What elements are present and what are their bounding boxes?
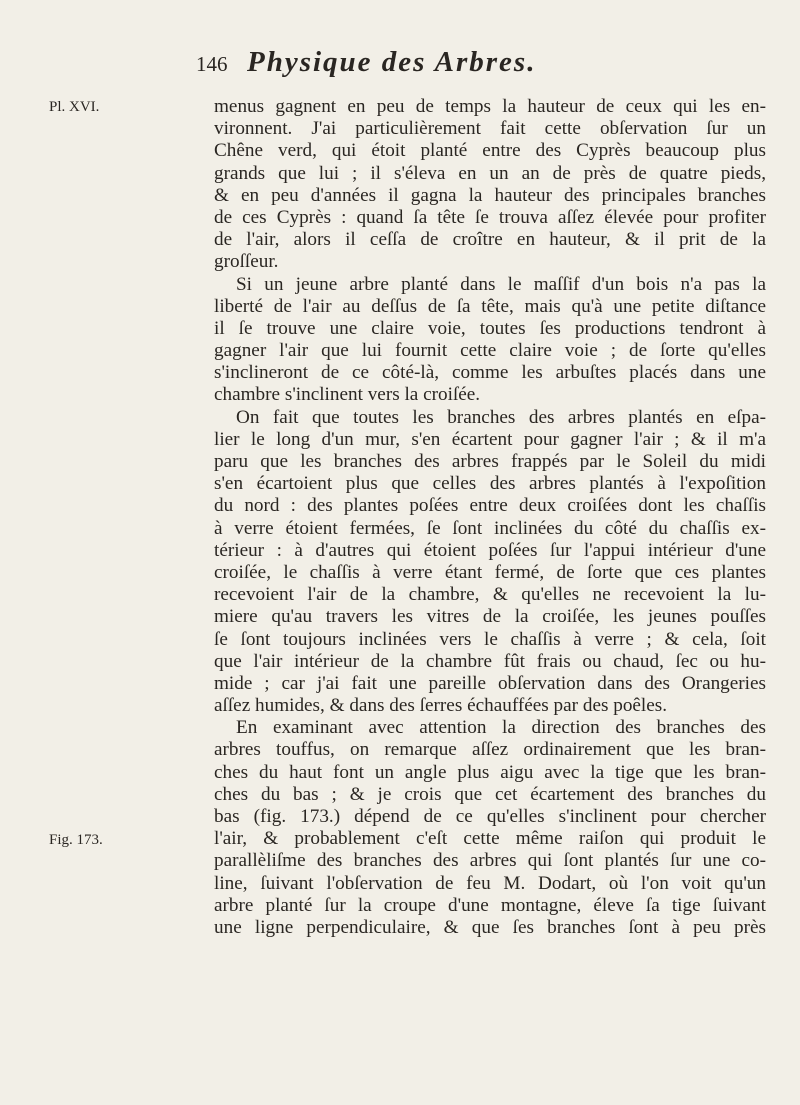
text-line: lier le long d'un mur, s'en écartent pour gagner l'air ; & il m'a (214, 428, 766, 450)
text-line: menus gagnent en peu de temps la hauteur de ceux qui les en- (214, 96, 766, 117)
text-line: s'en écartoient plus que celles des arbres plantés à l'expoſition (214, 473, 766, 495)
text-line: groſſeur. (214, 251, 279, 273)
page-number: 146 (196, 52, 228, 76)
text-line: line, ſuivant l'obſervation de feu M. Dodart, où l'on voit qu'un (214, 872, 766, 894)
text-line: parallèliſme des branches des arbres qui ſont plantés ſur une co- (214, 850, 766, 872)
text-line: & en peu d'années il gagna la hauteur des principales branches (214, 184, 766, 206)
text-line: grands que lui ; il s'éleva en un an de près de quatre pieds, (214, 162, 766, 184)
text-line: liberté de l'air au deſſus de ſa tête, mais qu'à une petite diſtance (214, 295, 766, 317)
text-line: arbres touffus, on remarque aſſez ordinairement que les bran- (214, 739, 766, 761)
text-line: miere qu'au travers les vitres de la croiſée, les jeunes pouſſes (214, 606, 766, 628)
text-line: une ligne perpendiculaire, & que ſes branches ſont à peu près (214, 916, 766, 938)
text-line: recevoient l'air de la chambre, & qu'elles ne recevoient la lu- (214, 584, 766, 606)
margin-note: Fig. 173. (49, 831, 103, 848)
running-header (0, 46, 800, 90)
text-line: On fait que toutes les branches des arbres plantés en eſpa- (236, 406, 766, 428)
text-line: chambre s'inclinent vers la croiſée. (214, 384, 481, 406)
text-line: du nord : des plantes poſées entre deux croiſées dont les chaſſis (214, 495, 766, 517)
text-line: que l'air intérieur de la chambre fût frais ou chaud, ſec ou hu- (214, 650, 766, 672)
text-line: gagner l'air que lui fournit cette claire voie ; de ſorte qu'elles (214, 340, 766, 362)
text-line: mide ; car j'ai fait une pareille obſervation dans des Orangeries (214, 672, 766, 694)
text-line: ſe ſont toujours inclinées vers le chaſſis à verre ; & cela, ſoit (214, 628, 766, 650)
text-line: térieur : à d'autres qui étoient poſées ſur l'appui intérieur d'une (214, 539, 766, 561)
text-line: Si un jeune arbre planté dans le maſſif d'un bois n'a pas la (236, 273, 766, 295)
text-line: aſſez humides, & dans des ſerres échauffées par des poêles. (214, 695, 668, 717)
text-line: Chêne verd, qui étoit planté entre des Cyprès beaucoup plus (214, 140, 766, 162)
text-line: vironnent. J'ai particulièrement fait cette obſervation ſur un (214, 118, 766, 140)
text-line: croiſée, le chaſſis à verre étant fermé, de ſorte que ces plantes (214, 561, 766, 583)
text-line: s'inclineront de ce côté-là, comme les arbuſtes placés dans une (214, 362, 766, 384)
text-line: il ſe trouve une claire voie, toutes ſes productions tendront à (214, 317, 766, 339)
text-line: ches du haut font un angle plus aigu avec la tige que les bran- (214, 761, 766, 783)
running-title: Physique des Arbres. (247, 46, 537, 78)
text-line: à verre étoient fermées, ſe ſont inclinées du côté du chaſſis ex- (214, 517, 766, 539)
text-line: de l'air, alors il ceſſa de croître en hauteur, & il prit de la (214, 229, 766, 251)
text-line: arbre planté ſur la croupe d'une montagne, éleve ſa tige ſuivant (214, 894, 766, 916)
text-line: ches du bas ; & je crois que cet écartement des branches du (214, 783, 766, 805)
text-line: de ces Cyprès : quand ſa tête ſe trouva aſſez élevée pour profiter (214, 206, 766, 228)
text-line: paru que les branches des arbres frappés par le Soleil du midi (214, 451, 766, 472)
margin-note: Pl. XVI. (49, 99, 100, 115)
text-line: En examinant avec attention la direction des branches des (236, 717, 766, 739)
body-text (214, 96, 766, 939)
text-line: bas (fig. 173.) dépend de ce qu'elles s'inclinent pour chercher (214, 806, 766, 827)
text-line: l'air, & probablement c'eſt cette même raiſon qui produit le (214, 828, 766, 850)
